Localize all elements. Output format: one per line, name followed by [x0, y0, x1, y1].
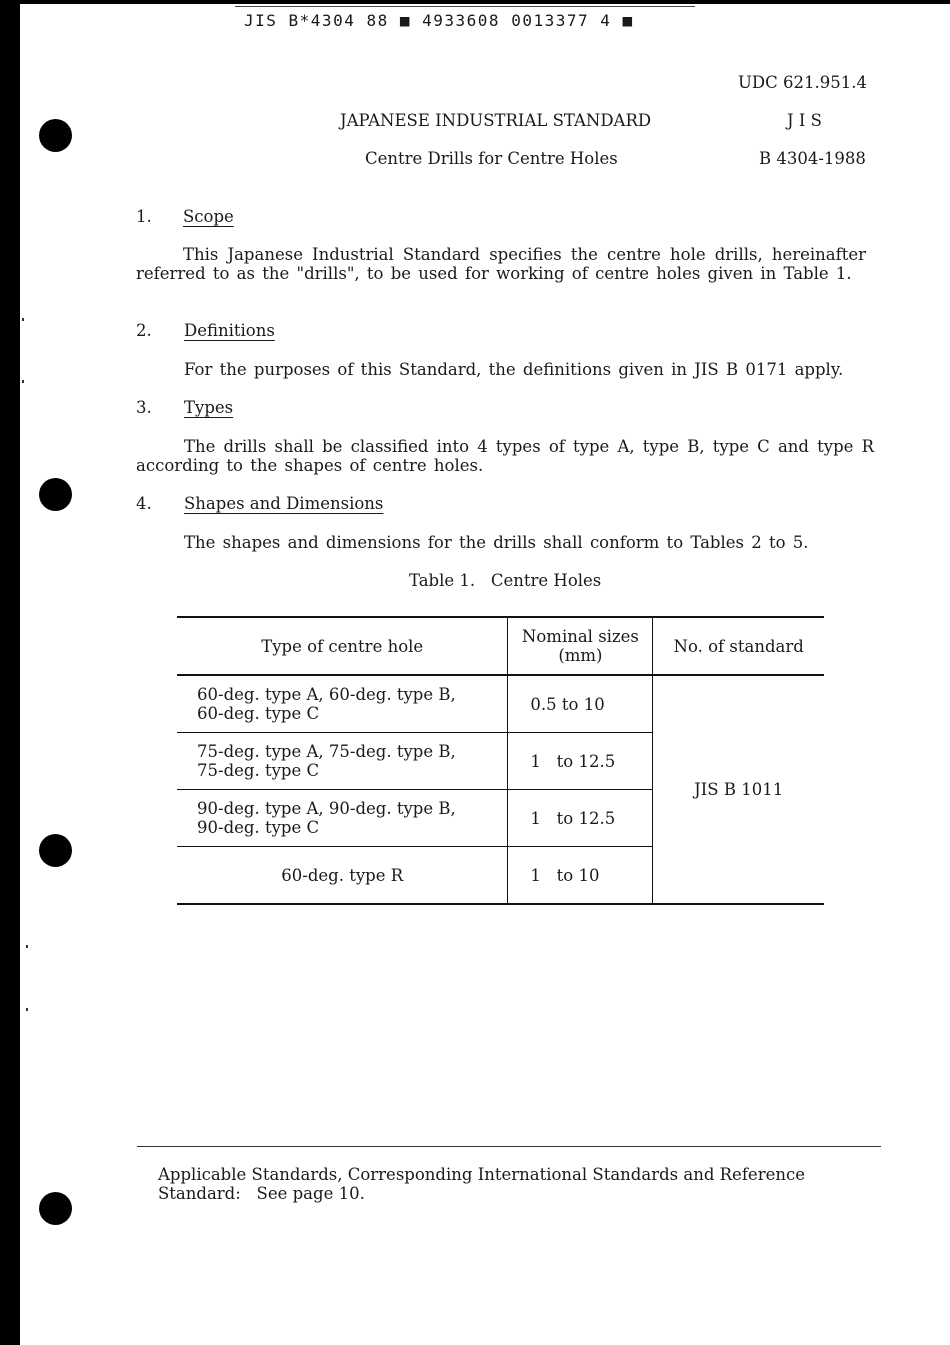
- document-code-line: JIS B*4304 88 ■ 4933608 0013377 4 ■: [244, 11, 634, 30]
- header-sizes-label: Nominal sizes: [521, 627, 639, 646]
- header-standard: [653, 617, 824, 675]
- type-cell: [177, 675, 508, 733]
- section-number: 4.: [136, 494, 152, 513]
- udc-number: UDC 621.951.4: [738, 73, 867, 92]
- punch-hole-icon: [39, 834, 72, 867]
- type-cell: [177, 847, 508, 905]
- type-cell: [177, 790, 508, 847]
- section-heading-types: Types: [184, 398, 234, 417]
- sizes-cell: [508, 847, 653, 905]
- scan-edge-top: [20, 0, 950, 4]
- header-type-label: Type of centre hole: [261, 636, 424, 656]
- footer-note-line2: Standard: See page 10.: [158, 1184, 365, 1203]
- section-body-definitions: For the purposes of this Standard, the definitions given in JIS B 0171 apply.: [184, 360, 844, 379]
- jis-mark: J I S: [787, 111, 822, 130]
- sizes-value: 0.5 to 10: [530, 694, 605, 714]
- type-line: 75-deg. type A, 75-deg. type B,: [197, 742, 456, 761]
- centre-holes-table: [177, 616, 824, 905]
- scan-speck: [26, 1008, 28, 1011]
- type-line: 90-deg. type A, 90-deg. type B,: [197, 799, 456, 818]
- header-sizes-unit: (mm): [558, 646, 603, 665]
- scan-speck: [26, 945, 28, 948]
- section-number: 2.: [136, 321, 152, 340]
- section-number: 1.: [136, 207, 152, 226]
- type-cell: [177, 733, 508, 790]
- type-line: 60-deg. type C: [197, 704, 320, 723]
- header-sizes: [508, 617, 653, 675]
- table-row: [177, 675, 824, 733]
- standard-value: JIS B 1011: [694, 780, 784, 799]
- table-caption: Table 1. Centre Holes: [409, 571, 602, 590]
- section-body-scope: This Japanese Industrial Standard specifies the centre hole drills, hereinafter referred to as the "drills", to be used for working of centre holes given in Table 1.: [136, 245, 866, 283]
- scan-edge-left: [0, 0, 20, 1345]
- page-title: Centre Drills for Centre Holes: [365, 149, 618, 168]
- section-number: 3.: [136, 398, 152, 417]
- sizes-cell: [508, 675, 653, 733]
- section-heading-definitions: Definitions: [184, 321, 275, 340]
- sizes-value: 1 to 12.5: [530, 751, 616, 771]
- section-heading-scope: Scope: [183, 207, 234, 226]
- scan-speck: [22, 318, 24, 321]
- footer-rule: [137, 1146, 881, 1147]
- standard-number: B 4304-1988: [759, 149, 866, 168]
- type-line: 75-deg. type C: [197, 761, 320, 780]
- section-heading-shapes: Shapes and Dimensions: [184, 494, 384, 513]
- scan-speck: [22, 380, 24, 383]
- type-line: 90-deg. type C: [197, 818, 320, 837]
- section-body-shapes: The shapes and dimensions for the drills shall conform to Tables 2 to 5.: [184, 533, 809, 552]
- type-line: 60-deg. type A, 60-deg. type B,: [197, 685, 456, 704]
- type-line: 60-deg. type R: [281, 865, 404, 885]
- header-type: [177, 617, 508, 675]
- standard-cell: [653, 675, 824, 904]
- scan-edge-line: [235, 6, 695, 7]
- footer-note-line1: Applicable Standards, Corresponding International Standards and Reference: [158, 1165, 805, 1184]
- sizes-value: 1 to 12.5: [530, 808, 616, 828]
- sizes-value: 1 to 10: [530, 865, 600, 885]
- punch-hole-icon: [39, 478, 72, 511]
- section-body-types: The drills shall be classified into 4 types of type A, type B, type C and type R according to the shapes of centre holes.: [136, 437, 874, 475]
- standard-org: JAPANESE INDUSTRIAL STANDARD: [340, 111, 652, 130]
- table-header-row: [177, 617, 824, 675]
- header-standard-label: No. of standard: [673, 636, 804, 656]
- sizes-cell: [508, 790, 653, 847]
- punch-hole-icon: [39, 1192, 72, 1225]
- punch-hole-icon: [39, 119, 72, 152]
- sizes-cell: [508, 733, 653, 790]
